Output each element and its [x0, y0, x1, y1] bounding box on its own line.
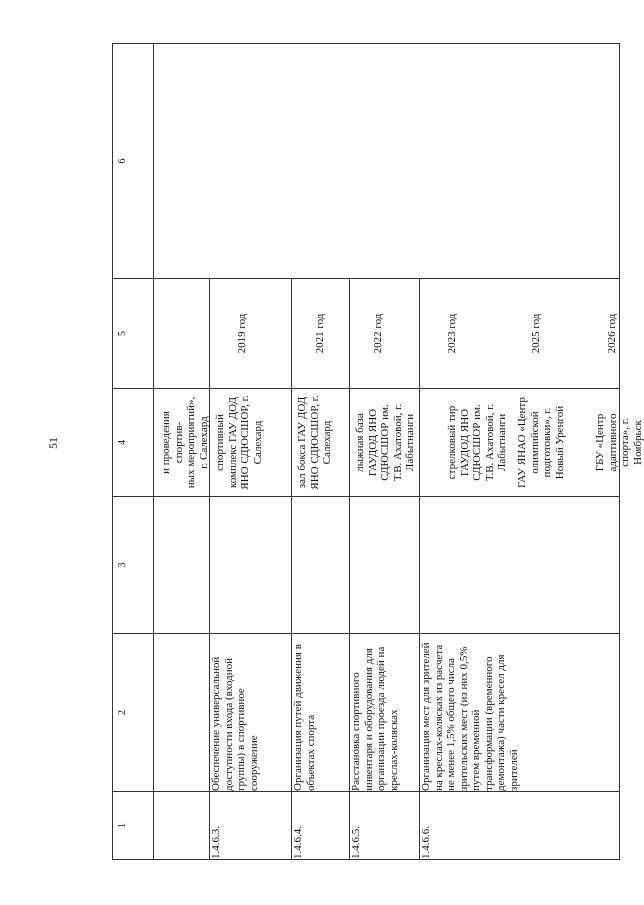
cell-col3 [350, 497, 420, 634]
cell-years [210, 279, 292, 389]
cell-col6 [154, 44, 620, 279]
row-title: Расстановка спортивного инвентаря и оборудования для организации проезда людей на креслах-колясках [350, 634, 420, 792]
header-col-6: 6 [113, 44, 154, 279]
row-number: 1.4.6.6. [420, 792, 620, 860]
continued-object-text: и проведения спортив- ных мероприятий», г. Салехард [160, 396, 210, 489]
row-title: Организация путей движения в объектах спорта [292, 634, 350, 792]
row-number: 1.4.6.3. [210, 792, 292, 860]
object-place: лыжная база ГАУДОД ЯНО СДЮСШОР им. Т.В. Ахатовой, г. Лабытнанги [354, 403, 417, 482]
cell-col3 [210, 497, 292, 634]
cell-objects [420, 389, 644, 497]
object-year: 2022 год [372, 313, 385, 354]
object-place: ГБУ «Центр адаптивного спорта», г. Ноябрьск [594, 413, 644, 472]
cell-col3 [154, 497, 210, 634]
cell-objects [210, 389, 292, 497]
object-year: 2019 год [236, 313, 249, 354]
cell-years [420, 279, 620, 389]
object-year: 2025 год [530, 313, 543, 354]
rotated-table-container [112, 44, 644, 860]
object-place: ГАУ ЯНАО «Центр олимпийской подготовки», г. Новый Уренгой [516, 397, 566, 488]
row-title: Организация мест для зрителей на креслах-колясках из расчета не менее 1,5% общего числа зрительских мест (из них 0,5% путем временной трансформации (временного демонтажа) части кресел для зрителей [420, 634, 620, 792]
program-table [112, 43, 644, 860]
cell-years [292, 279, 350, 389]
page-number: 51 [46, 437, 60, 449]
object-place: стрелковый тир ГАУДОД ЯНО СДЮСШОР им. Т.В. Ахатовой, г. Лабытнанги [446, 403, 509, 482]
row-number: 1.4.6.4. [292, 792, 350, 860]
header-col-4: 4 [113, 389, 154, 497]
header-col-5: 5 [113, 279, 154, 389]
row-title: Обеспечение универсальной доступности входа (входной группы) в спортивное сооружение [210, 634, 292, 792]
object-year: 2023 год [446, 313, 459, 354]
object-year: 2021 год [314, 313, 327, 354]
cell-objects [154, 389, 210, 497]
cell-objects [292, 389, 350, 497]
header-col-3: 3 [113, 497, 154, 634]
cell-objects [350, 389, 420, 497]
cell-col3 [420, 497, 620, 634]
cell-title [154, 634, 210, 792]
cell-num [154, 792, 210, 860]
object-place: зал бокса ГАУ ДОД ЯНО СДЮСШОР, г. Салехард [296, 395, 334, 490]
header-col-1: 1 [113, 792, 154, 860]
row-number: 1.4.6.5. [350, 792, 420, 860]
object-year: 2026 год [606, 313, 619, 354]
header-col-2: 2 [113, 634, 154, 792]
table-row-continued [154, 44, 210, 860]
cell-years [350, 279, 420, 389]
cell-col3 [292, 497, 350, 634]
cell-years [154, 279, 210, 389]
table-header-row [113, 44, 154, 860]
object-place: спортивный комплекс ГАУ ДОД ЯНО СДЮСШОР, г. Салехард [214, 395, 264, 490]
